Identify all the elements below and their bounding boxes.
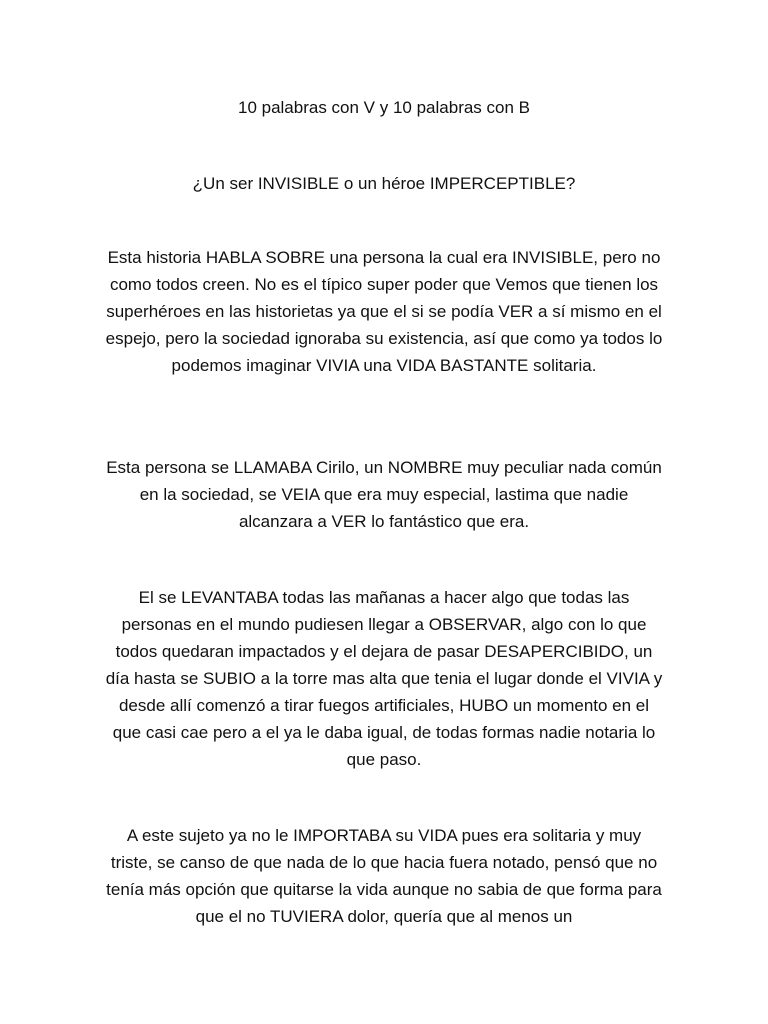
paragraph-3: El se LEVANTABA todas las mañanas a hacer algo que todas las personas en el mundo pudiesen llegar a OBSERVAR, algo con lo que todos quedaran impactados y el dejara de pasar DESAPERCIBIDO, un día hasta se SUBIO a la torre mas alta que tenia el lugar donde el VIVIA y desde allí comenzó a tirar fuegos artificiales, HUBO un momento en el que casi cae pero a el ya le daba igual, de todas formas nadie notaria lo que paso. xyxy=(105,588,663,769)
paragraph-4: A este sujeto ya no le IMPORTABA su VIDA pues era solitaria y muy triste, se canso de que nada de lo que hacia fuera notado, pensó que no tenía más opción que quitarse la vida aunque no sabia de que forma para que el no TUVIERA dolor, quería que al menos un xyxy=(106,826,662,926)
paragraph-2: Esta persona se LLAMABA Cirilo, un NOMBRE muy peculiar nada común en la sociedad, se VEIA que era muy especial, lastima que nadie alcanzara a VER lo fantástico que era. xyxy=(106,458,662,531)
paragraph-1: Esta historia HABLA SOBRE una persona la cual era INVISIBLE, pero no como todos creen. No es el típico super poder que Vemos que tienen los superhéroes en las historietas ya que el si se podía VER a sí mismo en el espejo, pero la sociedad ignoraba su existencia, así que como ya todos lo podemos imaginar VIVIA una VIDA BASTANTE solitaria. xyxy=(105,248,663,375)
document-subtitle: ¿Un ser INVISIBLE o un héroe IMPERCEPTIBLE? xyxy=(192,174,576,193)
document-title: 10 palabras con V y 10 palabras con B xyxy=(237,98,531,117)
